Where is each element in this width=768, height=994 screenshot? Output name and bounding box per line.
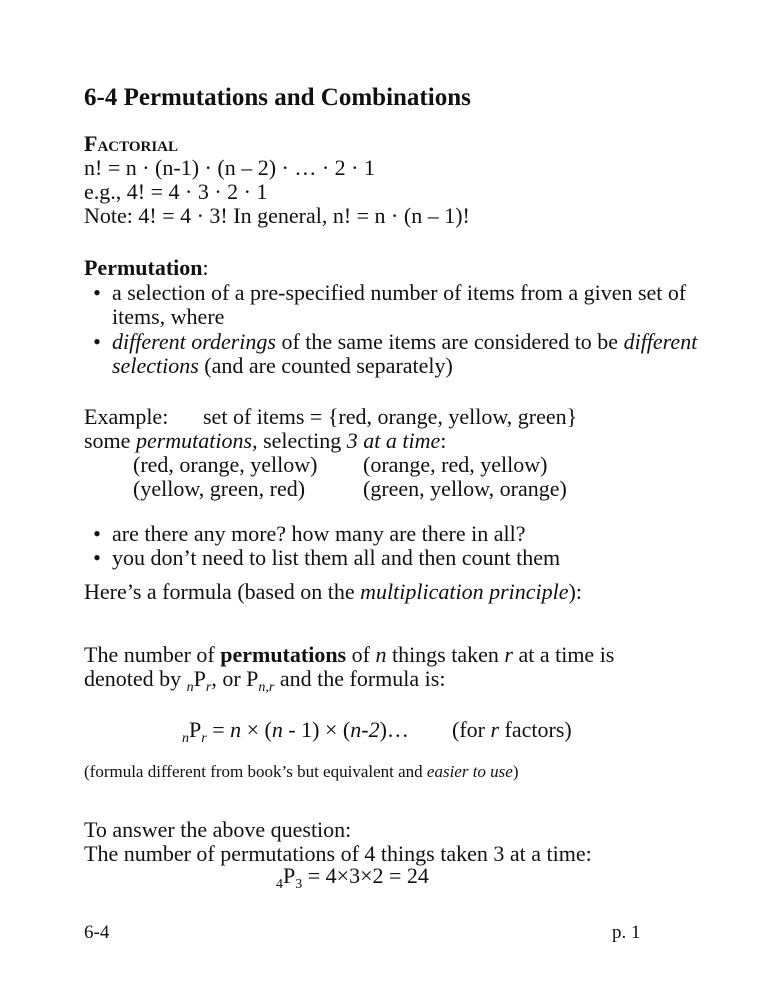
italic-permutations: permutations [135, 428, 253, 453]
permutation-example-1-1: (red, orange, yellow) [133, 452, 318, 477]
italic-different-selections: different selections [112, 329, 698, 378]
permutation-bullet-1 [84, 281, 704, 329]
permutation-heading-colon: : [202, 255, 209, 280]
formula-intro [84, 580, 582, 604]
italic-multiplication-principle: multiplication principle [360, 579, 569, 604]
permutation-example-2-2: (green, yellow, orange) [363, 476, 567, 501]
bullet-icon: • [93, 280, 101, 305]
bullet-text: are there any more? how many are there in all? [112, 521, 526, 546]
definition-text: and the formula is: [274, 666, 446, 691]
example-intro-text: , selecting [252, 428, 347, 453]
subscript-r: r [205, 680, 212, 695]
subscript-n-r: n,r [258, 680, 275, 695]
subscript-r: r [201, 731, 207, 746]
page-title: 6-4 Permutations and Combinations [84, 84, 471, 111]
formula-note-text: factors) [499, 717, 572, 742]
symbol-P: P [189, 717, 202, 742]
variable-n: n [271, 717, 283, 742]
formula-text: = [206, 717, 231, 742]
subscript-n: n [182, 731, 189, 746]
factorial-example: e.g., 4! = 4 · 3 · 2 · 1 [84, 179, 268, 204]
subscript-n: n [186, 680, 194, 695]
definition-text: , or P [211, 666, 259, 691]
italic-3-at-a-time: 3 at a time [346, 428, 441, 453]
example-intro-text: : [440, 428, 447, 453]
variable-n: n [375, 642, 387, 667]
remark-text: ) [512, 762, 519, 781]
permutation-definition-line-2 [84, 666, 446, 695]
answer-intro: To answer the above question: [84, 817, 352, 842]
formula-text: - 1) × ( [282, 717, 351, 742]
definition-text: at a time is [512, 642, 615, 667]
answer-statement: The number of permutations of 4 things taken 3 at a time: [84, 841, 592, 866]
symbol-P: P [193, 666, 206, 691]
question-bullet-2 [84, 546, 704, 570]
variable-n: n [230, 717, 242, 742]
formula-text: × ( [241, 717, 272, 742]
variable-n-minus-2: n-2 [350, 717, 380, 742]
italic-different-orderings: different orderings [112, 329, 276, 354]
bullet-text: you don’t need to list them all and then count them [112, 545, 561, 570]
permutation-formula [182, 717, 409, 746]
definition-text: of [346, 642, 376, 667]
variable-r: r [504, 642, 513, 667]
bold-permutations: permutations [220, 642, 347, 667]
answer-formula [276, 863, 429, 892]
subscript-3: 3 [295, 877, 303, 892]
definition-text: The number of [84, 642, 221, 667]
bullet-icon: • [93, 545, 101, 570]
permutation-bullet-2 [84, 330, 704, 378]
formula-intro-text: ): [568, 579, 582, 604]
formula-remark [84, 760, 519, 784]
variable-r: r [490, 717, 500, 742]
formula-text: )… [379, 717, 409, 742]
example-label: Example: [84, 404, 169, 429]
bullet-text [112, 330, 704, 378]
example-intro-text: some [84, 428, 136, 453]
definition-text: denoted by [84, 666, 187, 691]
permutation-example-2-1: (yellow, green, red) [133, 476, 306, 501]
permutation-definition-line-1 [84, 643, 614, 667]
factorial-definition: n! = n · (n-1) · (n – 2) · … · 2 · 1 [84, 155, 375, 180]
symbol-P: P [283, 863, 296, 888]
factorial-heading: Factorial [84, 131, 179, 156]
bullet-text-part: (and are counted separately) [198, 353, 453, 378]
permutation-example-1-2: (orange, red, yellow) [363, 452, 548, 477]
subscript-4: 4 [276, 877, 283, 892]
answer-result: = 4×3×2 = 24 [302, 863, 429, 888]
formula-note-text: (for [452, 717, 491, 742]
factorial-note: Note: 4! = 4 · 3! In general, n! = n · (n – 1)! [84, 203, 470, 228]
question-bullet-1 [84, 522, 704, 546]
permutation-heading-label: Permutation [84, 255, 203, 280]
bullet-text-part: of the same items are considered to be [275, 329, 624, 354]
permutation-heading [84, 256, 209, 280]
bullet-icon: • [93, 521, 101, 546]
remark-text: (formula different from book’s but equivalent and [84, 762, 427, 781]
definition-text: things taken [386, 642, 505, 667]
example-intro [84, 429, 446, 453]
footer-section-label: 6-4 [84, 922, 110, 943]
formula-note [452, 718, 572, 742]
footer-page-number: p. 1 [612, 922, 641, 943]
example-set: set of items = {red, orange, yellow, green} [203, 404, 578, 429]
bullet-icon: • [93, 329, 101, 354]
formula-intro-text: Here’s a formula (based on the [84, 579, 361, 604]
italic-easier-to-use: easier to use [426, 762, 513, 781]
bullet-text: a selection of a pre-specified number of items from a given set of items, where [112, 280, 687, 329]
